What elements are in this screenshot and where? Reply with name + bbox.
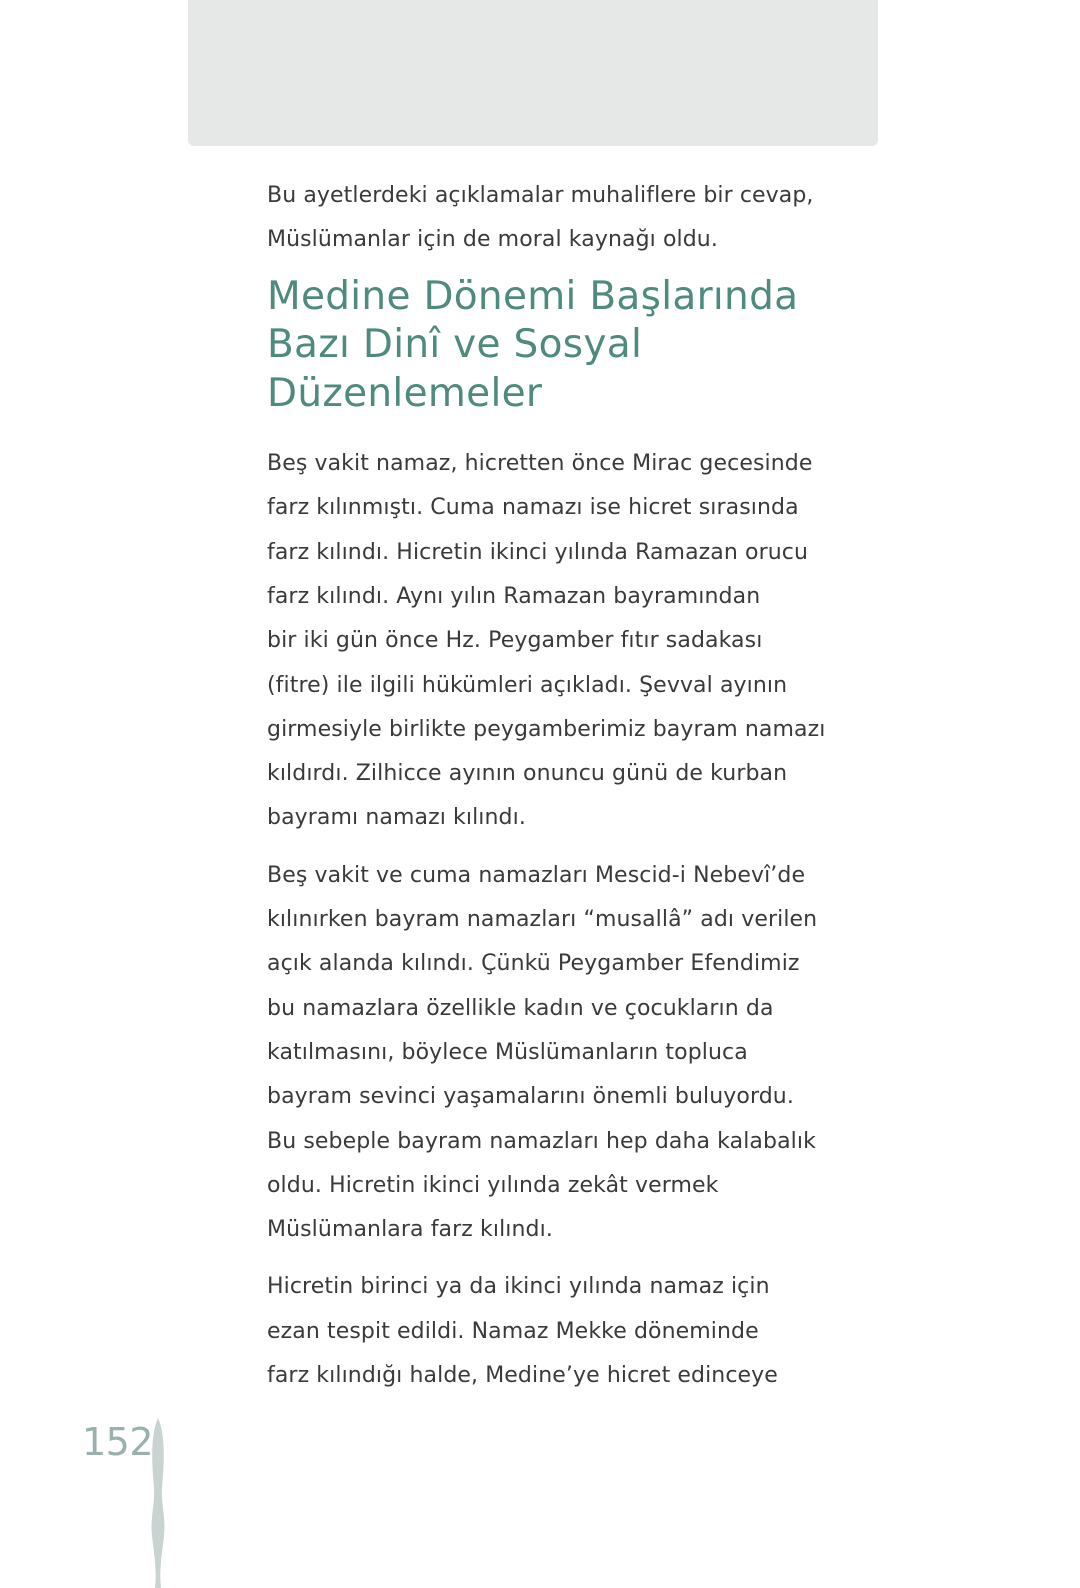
text-line: girmesiyle birlikte peygamberimiz bayram namazı <box>267 716 826 742</box>
heading-line: Düzenlemeler <box>267 370 543 416</box>
section-heading <box>267 273 827 419</box>
body-paragraph-2 <box>267 854 827 1253</box>
text-line: açık alanda kılındı. Çünkü Peygamber Efendimiz <box>267 951 800 977</box>
text-line: Bu sebeple bayram namazları hep daha kalabalık <box>267 1128 816 1154</box>
text-line: bu namazlara özellikle kadın ve çocukların da <box>267 995 774 1021</box>
text-line: katılmasını, böylece Müslümanların topluca <box>267 1039 748 1065</box>
text-line: oldu. Hicretin ikinci yılında zekât vermek <box>267 1172 719 1198</box>
text-line: bayram sevinci yaşamalarını önemli buluyordu. <box>267 1084 794 1110</box>
text-line: Beş vakit ve cuma namazları Mescid-i Nebevî’de <box>267 862 806 888</box>
text-line: Beş vakit namaz, hicretten önce Mirac gecesinde <box>267 451 813 477</box>
text-line: Müslümanlar için de moral kaynağı oldu. <box>267 227 718 253</box>
text-line: farz kılındığı halde, Medine’ye hicret edinceye <box>267 1363 778 1389</box>
text-line: farz kılınmıştı. Cuma namazı ise hicret sırasında <box>267 495 799 521</box>
text-line: ezan tespit edildi. Namaz Mekke döneminde <box>267 1318 759 1344</box>
heading-line: Bazı Dinî ve Sosyal <box>267 322 643 368</box>
text-line: farz kılındı. Aynı yılın Ramazan bayramından <box>267 583 761 609</box>
page-number: 152 <box>82 1420 154 1464</box>
heading-line: Medine Dönemi Başlarında <box>267 273 799 319</box>
top-banner <box>188 0 878 146</box>
text-line: kıldırdı. Zilhicce ayının onuncu günü de kurban <box>267 761 788 787</box>
text-line: Bu ayetlerdeki açıklamalar muhaliflere bir cevap, <box>267 183 814 208</box>
intro-paragraph <box>267 174 827 263</box>
text-line: farz kılındı. Hicretin ikinci yılında Ramazan orucu <box>267 539 809 565</box>
text-line: (fitre) ile ilgili hükümleri açıkladı. Şevval ayının <box>267 672 788 698</box>
text-line: bir iki gün önce Hz. Peygamber fıtır sadakası <box>267 628 763 654</box>
text-line: Hicretin birinci ya da ikinci yılında namaz için <box>267 1274 770 1300</box>
text-line: kılınırken bayram namazları “musallâ” adı verilen <box>267 907 818 933</box>
body-paragraph-1 <box>267 442 827 841</box>
page-content <box>267 174 827 1398</box>
text-line: Müslümanlara farz kılındı. <box>267 1217 553 1243</box>
page-ornament-icon <box>146 1418 170 1588</box>
text-line: bayramı namazı kılındı. <box>267 805 526 831</box>
body-paragraph-3 <box>267 1265 827 1398</box>
